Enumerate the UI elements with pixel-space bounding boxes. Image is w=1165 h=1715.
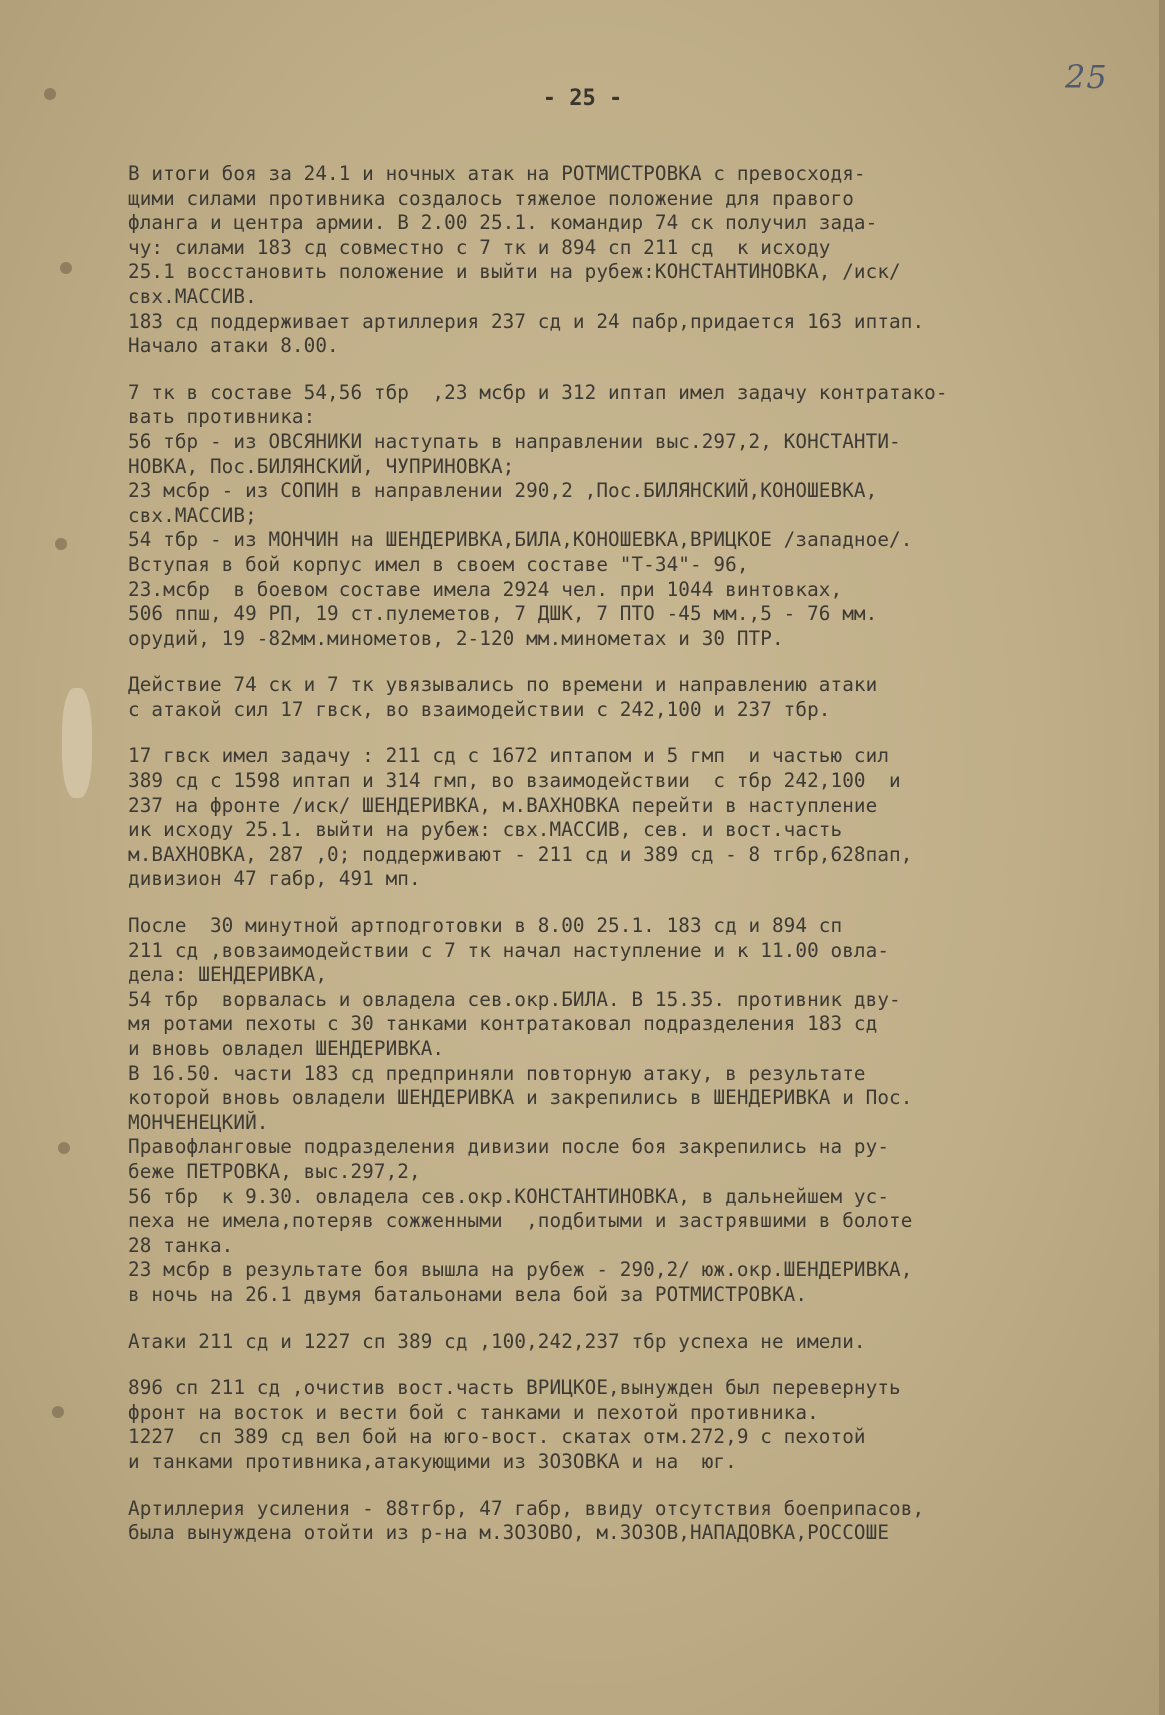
text-line: фронт на восток и вести бой с танками и пехотой противника.	[128, 1400, 819, 1424]
paragraph	[128, 914, 1148, 1308]
text-line: Правофланговые подразделения дивизии после боя закрепились на ру-	[128, 1135, 890, 1159]
text-line: 23 мсбр - из СОПИН в направлении 290,2 ,Пос.БИЛЯНСКИЙ,КОНОШЕВКА,	[128, 479, 878, 503]
document-body	[128, 162, 1148, 1568]
text-line: с атакой сил 17 гвск, во взаимодействии с 242,100 и 237 тбр.	[128, 697, 831, 721]
text-line: В итоги боя за 24.1 и ночных атак на РОТМИСТРОВКА с превосходя-	[128, 162, 866, 185]
text-line: В 16.50. части 183 сд предприняли повторную атаку, в результате	[128, 1061, 866, 1085]
archive-page-number: 25	[1065, 58, 1108, 96]
text-line: свх.МАССИВ;	[128, 503, 257, 527]
text-line: 211 сд ,вовзаимодействии с 7 тк начал наступление и к 11.00 овла-	[128, 938, 890, 962]
text-line: и вновь овладел ШЕНДЕРИВКА.	[128, 1037, 445, 1060]
text-line: 17 гвск имел задачу : 211 сд с 1672 иптапом и 5 гмп и частью сил	[128, 744, 890, 768]
text-line: орудий, 19 -82мм.минометов, 2-120 мм.минометах и 30 ПТР.	[128, 626, 784, 650]
text-line: НОВКА, Пос.БИЛЯНСКИЙ, ЧУПРИНОВКА;	[128, 454, 515, 478]
paragraph	[128, 1497, 1148, 1546]
paragraph	[128, 381, 1148, 652]
text-line: 56 тбр - из ОВСЯНИКИ наступать в направлении выс.297,2, КОНСТАНТИ-	[128, 429, 901, 453]
binding-hole	[58, 1142, 70, 1154]
text-line: 28 танка.	[128, 1233, 234, 1257]
binding-hole	[60, 262, 72, 274]
paragraph	[128, 162, 1148, 359]
text-line: МОНЧЕНЕЦКИЙ.	[128, 1110, 269, 1134]
text-line: вать противника:	[128, 405, 316, 429]
text-line: 54 тбр ворвалась и овладела сев.окр.БИЛА. В 15.35. противник дву-	[128, 987, 901, 1011]
text-line: Вступая в бой корпус имел в своем составе "Т-34"- 96,	[128, 552, 749, 576]
text-line: 1227 сп 389 сд вел бой на юго-вост. скатах отм.272,9 с пехотой	[128, 1425, 866, 1449]
text-line: 56 тбр к 9.30. овладела сев.окр.КОНСТАНТИНОВКА, в дальнейшем ус-	[128, 1184, 890, 1208]
text-line: беже ПЕТРОВКА, выс.297,2,	[128, 1159, 421, 1183]
text-line: 54 тбр - из МОНЧИН на ШЕНДЕРИВКА,БИЛА,КОНОШЕВКА,ВРИЦКОЕ /западное/.	[128, 528, 913, 552]
text-line: 23.мсбр в боевом составе имела 2924 чел. при 1044 винтовках,	[128, 577, 843, 601]
text-line: Артиллерия усиления - 88тгбр, 47 габр, ввиду отсутствия боеприпасов,	[128, 1496, 925, 1520]
text-line: 896 сп 211 сд ,очистив вост.часть ВРИЦКОЕ,вынужден был перевернуть	[128, 1376, 901, 1400]
page-edge	[1159, 0, 1165, 1715]
text-line: дела: ШЕНДЕРИВКА,	[128, 963, 328, 987]
text-line: ик исходу 25.1. выйти на рубеж: свх.МАССИВ, сев. и вост.часть	[128, 818, 843, 842]
text-line: Действие 74 ск и 7 тк увязывались по времени и направлению атаки	[128, 673, 878, 697]
text-line: 23 мсбр в результате боя вышла на рубеж - 290,2/ юж.окр.ШЕНДЕРИВКА,	[128, 1258, 913, 1282]
text-line: чу: силами 183 сд совместно с 7 тк и 894 сп 211 сд к исходу	[128, 235, 831, 259]
text-line: была вынуждена отойти из р-на м.ЗОЗОВО, м.ЗОЗОВ,НАПАДОВКА,РОССОШЕ	[128, 1521, 890, 1545]
page-number: - 25 -	[542, 86, 623, 111]
text-line: пеха не имела,потеряв сожженными ,подбитыми и застрявшими в болоте	[128, 1209, 913, 1233]
text-line: свх.МАССИВ.	[128, 284, 257, 308]
text-line: 183 сд поддерживает артиллерия 237 сд и 24 пабр,придается 163 иптап.	[128, 309, 925, 333]
text-line: в ночь на 26.1 двумя батальонами вела бой за РОТМИСТРОВКА.	[128, 1282, 808, 1306]
text-line: Начало атаки 8.00.	[128, 334, 339, 358]
text-line: которой вновь овладели ШЕНДЕРИВКА и закрепились в ШЕНДЕРИВКА и Пос.	[128, 1086, 913, 1110]
paragraph	[128, 1376, 1148, 1474]
text-line: 25.1 восстановить положение и выйти на рубеж:КОНСТАНТИНОВКА, /иск/	[128, 260, 901, 284]
binding-hole	[55, 538, 67, 550]
text-line: фланга и центра армии. В 2.00 25.1. командир 74 ск получил зада-	[128, 211, 878, 235]
text-line: 237 на фронте /иск/ ШЕНДЕРИВКА, м.ВАХНОВКА перейти в наступление	[128, 793, 878, 817]
text-line: 506 ппш, 49 РП, 19 ст.пулеметов, 7 ДШК, 7 ПТО -45 мм.,5 - 76 мм.	[128, 602, 878, 626]
paragraph	[128, 673, 1148, 722]
paper-stain	[62, 688, 92, 798]
text-line: м.ВАХНОВКА, 287 ,0; поддерживают - 211 сд и 389 сд - 8 тгбр,628пап,	[128, 842, 913, 866]
binding-hole	[52, 1406, 64, 1418]
paragraph	[128, 744, 1148, 892]
text-line: мя ротами пехоты с 30 танками контратаковал подразделения 183 сд	[128, 1012, 878, 1036]
text-line: После 30 минутной артподготовки в 8.00 25.1. 183 сд и 894 сп	[128, 914, 843, 938]
text-line: 7 тк в составе 54,56 тбр ,23 мсбр и 312 иптап имел задачу контратако-	[128, 380, 948, 404]
text-line: 389 сд с 1598 иптап и 314 гмп, во взаимодействии с тбр 242,100 и	[128, 769, 901, 793]
paragraph	[128, 1330, 1148, 1355]
text-line: дивизион 47 габр, 491 мп.	[128, 867, 421, 891]
text-line: и танками противника,атакующими из ЗОЗОВКА и на юг.	[128, 1449, 737, 1473]
text-line: Атаки 211 сд и 1227 сп 389 сд ,100,242,237 тбр успеха не имели.	[128, 1329, 866, 1353]
text-line: щими силами противника создалось тяжелое положение для правого	[128, 186, 854, 210]
